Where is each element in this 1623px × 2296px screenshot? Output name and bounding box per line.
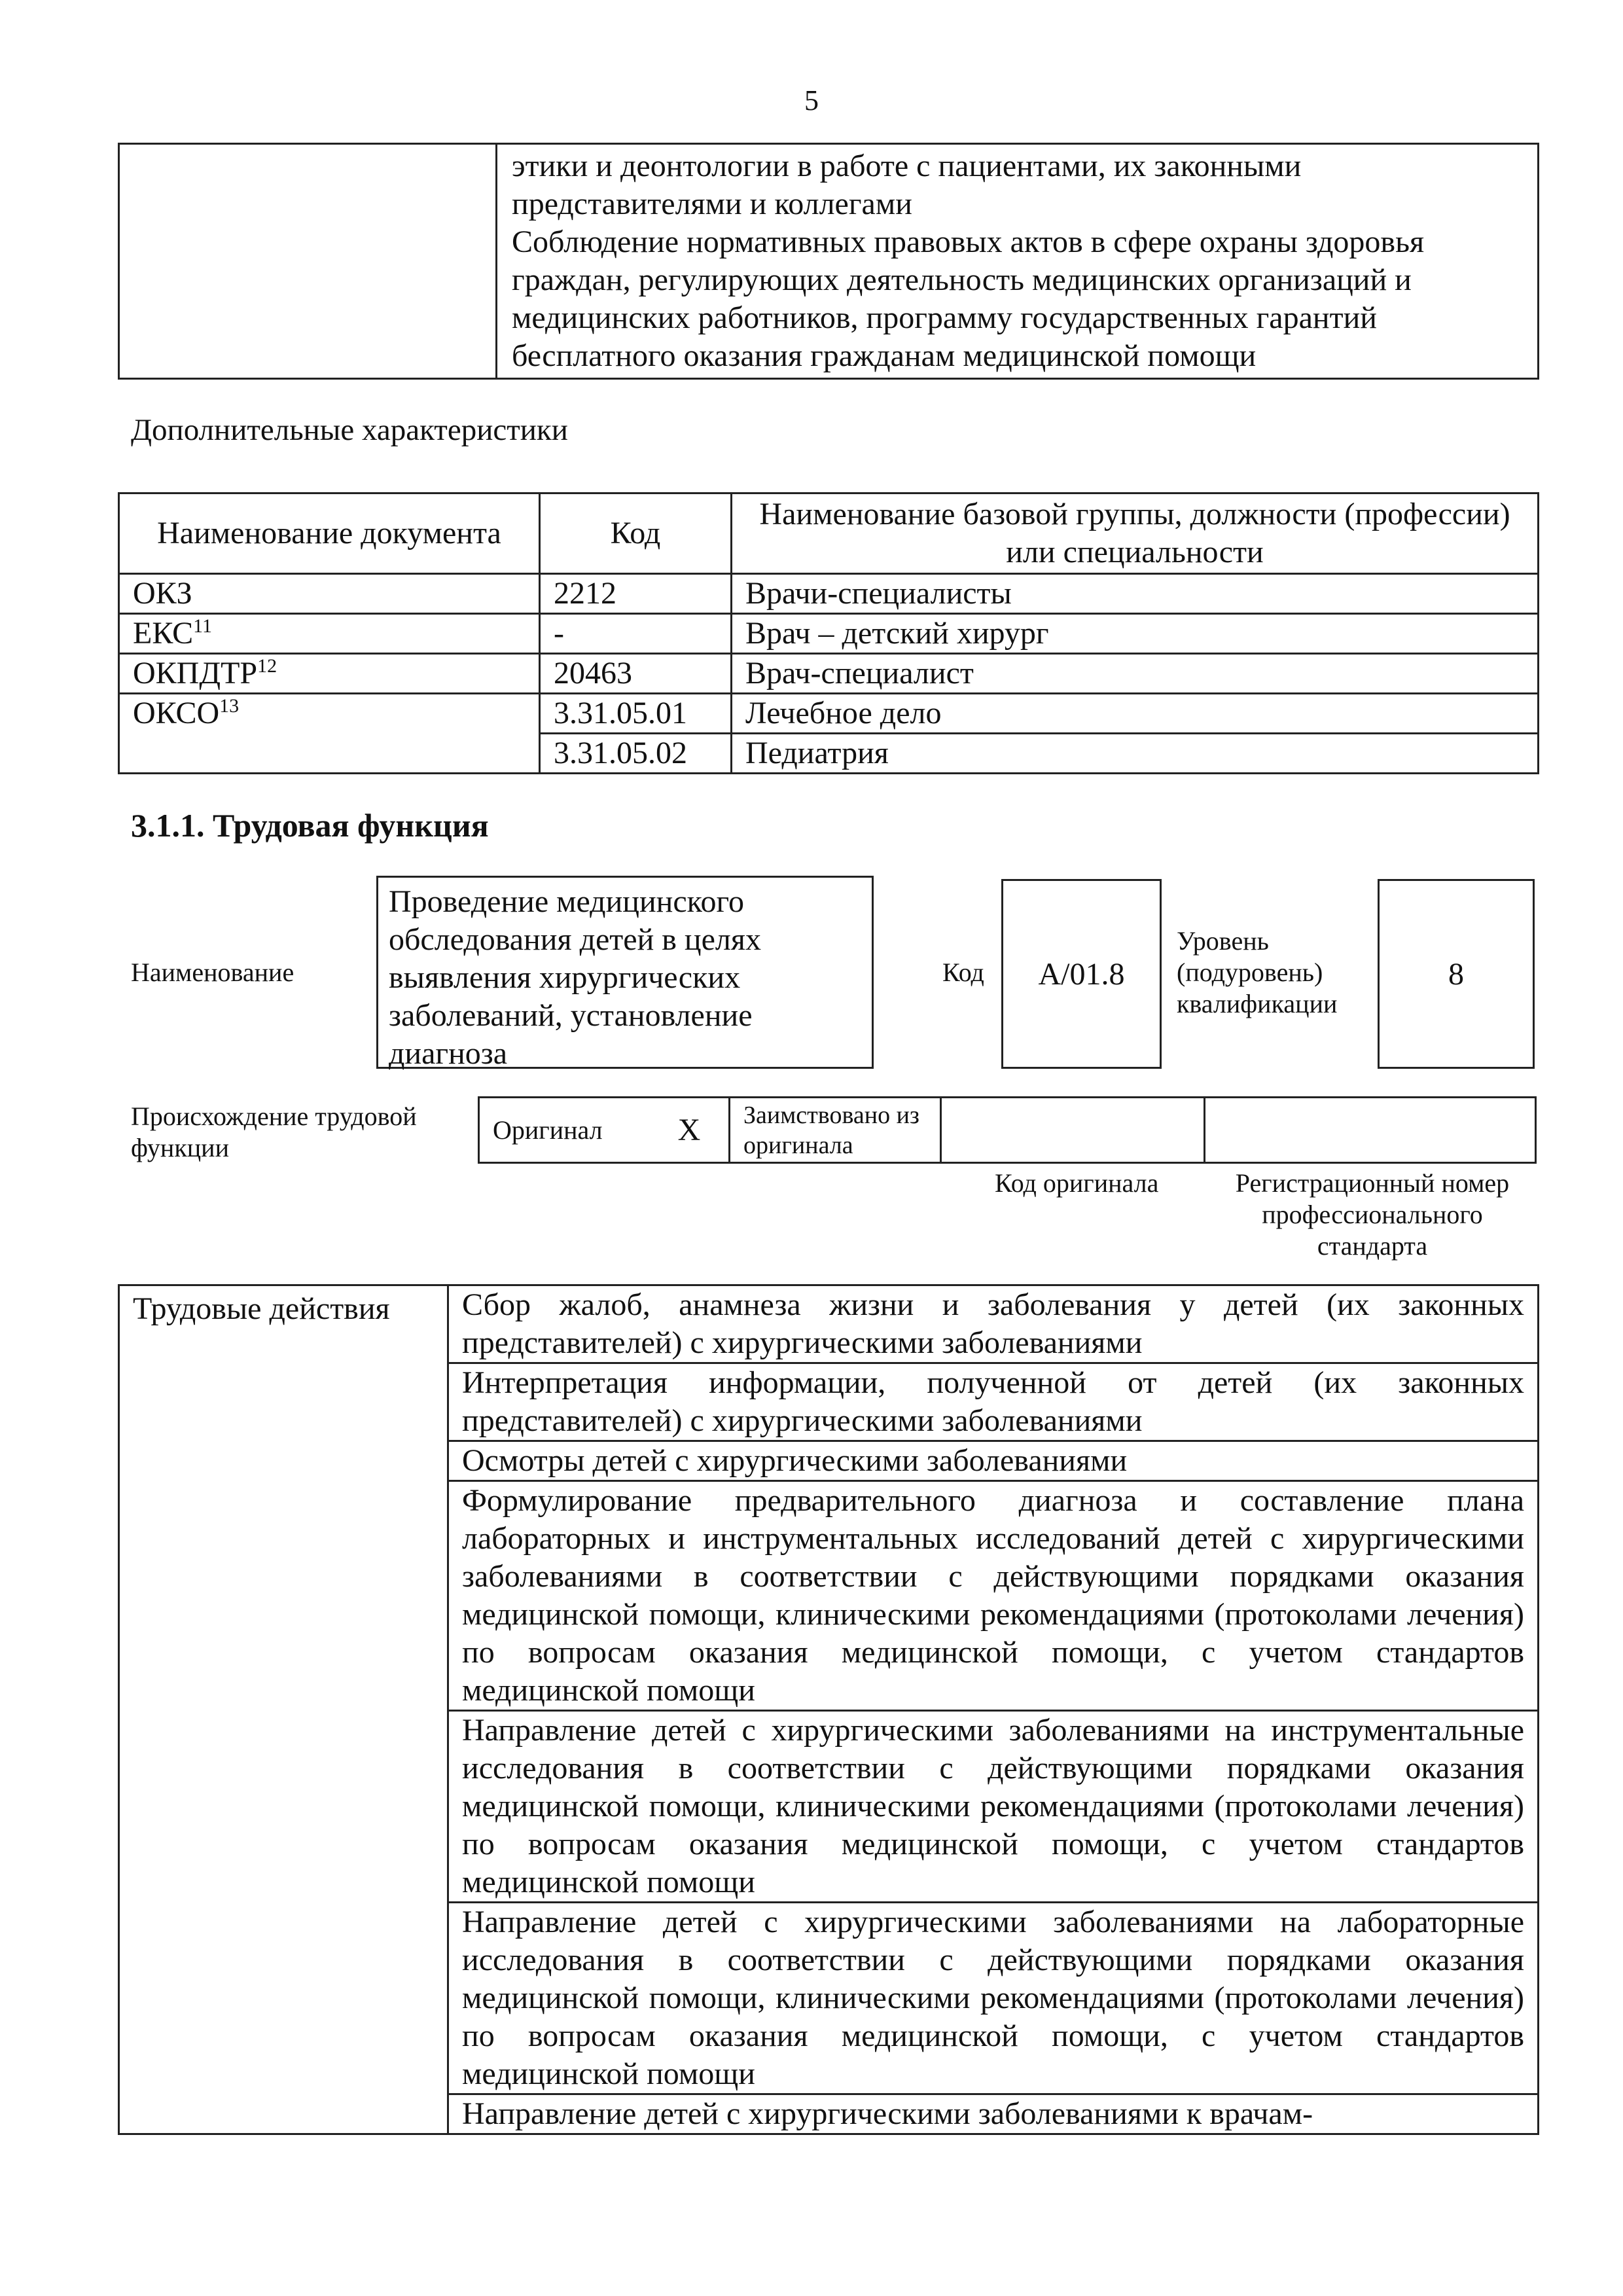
reg-number-caption: Регистрационный номер профессионального стандарта	[1235, 1168, 1510, 1261]
labor-action-item: Формулирование предварительного диагноза и составление плана лабораторных и инструментальных исследований детей с хирургическими заболеваниями в соответствии с действующими порядками оказания медицинской помощи, клиническими рекомендациями (протоколами лечения) по вопросам оказания медицинской помощи, с учетом стандартов медицинской помощи	[448, 1481, 1539, 1711]
text-line: граждан, регулирующих деятельность медицинских организаций и	[512, 262, 1412, 297]
labor-action-item: Осмотры детей с хирургическими заболеваниями	[448, 1441, 1539, 1481]
header-doc: Наименование документа	[119, 493, 540, 574]
name-cell: Лечебное дело	[732, 694, 1539, 734]
continuation-text-cell	[497, 144, 1539, 379]
table-row	[119, 654, 1539, 694]
table-row	[119, 694, 1539, 734]
code-label: Код	[942, 958, 984, 987]
table-row	[119, 574, 1539, 614]
section-title: 3.1.1. Трудовая функция	[131, 807, 489, 844]
footnote-ref: 11	[193, 615, 213, 637]
doc-cell: ЕКС$^{11}$	[119, 614, 540, 654]
labor-action-item: Направление детей с хирургическими заболеваниями к врачам-	[448, 2094, 1539, 2134]
text-line: бесплатного оказания гражданам медицинской помощи	[512, 338, 1257, 373]
labor-action-item: Направление детей с хирургическими заболеваниями на инструментальные исследования в соответствии с действующими порядками оказания медицинской помощи, клиническими рекомендациями (протоколами лечения) по вопросам оказания медицинской помощи, с учетом стандартов медицинской помощи	[448, 1711, 1539, 1903]
doc-cell: ОКПДТР$^{12}$	[119, 654, 540, 694]
header-code: Код	[540, 493, 732, 574]
labor-actions-table	[118, 1284, 1539, 2135]
code-cell: 20463	[540, 654, 732, 694]
empty-cell	[119, 144, 497, 379]
text-line: этики и деонтологии в работе с пациентами, их законными	[512, 149, 1302, 183]
text-line: медицинских работников, программу государственных гарантий	[512, 300, 1377, 335]
name-label: Наименование	[131, 958, 294, 987]
code-original-cell	[941, 1098, 1205, 1163]
name-cell: Педиатрия	[732, 734, 1539, 774]
code-cell: 3.31.05.01	[540, 694, 732, 734]
labor-action-item: Направление детей с хирургическими заболеваниями на лабораторные исследования в соответствии с действующими порядками оказания медицинской помощи, клиническими рекомендациями (протоколами лечения) по вопросам оказания медицинской помощи, с учетом стандартов медицинской помощи	[448, 1903, 1539, 2094]
code-cell: 2212	[540, 574, 732, 614]
level-box: 8	[1378, 879, 1535, 1069]
name-cell: Врач – детский хирург	[732, 614, 1539, 654]
code-original-caption: Код оригинала	[995, 1168, 1159, 1198]
table-row	[119, 614, 1539, 654]
doc-cell: ОКСО$^{13}$	[119, 694, 540, 774]
name-cell: Врачи-специалисты	[732, 574, 1539, 614]
code-cell: -	[540, 614, 732, 654]
page-number: 5	[804, 84, 819, 117]
labor-action-item: Интерпретация информации, полученной от детей (их законных представителей) с хирургическими заболеваниями	[448, 1363, 1539, 1441]
header-name: Наименование базовой группы, должности (профессии) или специальности	[732, 493, 1539, 574]
code-cell: 3.31.05.02	[540, 734, 732, 774]
doc-cell: ОКЗ	[119, 574, 540, 614]
text-line: Соблюдение нормативных правовых актов в сфере охраны здоровья	[512, 224, 1425, 259]
original-mark-cell: X	[650, 1098, 730, 1163]
labor-action-item: Сбор жалоб, анамнеза жизни и заболевания у детей (их законных представителей) с хирургическими заболеваниями	[448, 1285, 1539, 1363]
function-name-box: Проведение медицинского обследования детей в целях выявления хирургических заболеваний, установление диагноза	[376, 876, 874, 1069]
continuation-table	[118, 143, 1539, 380]
footnote-ref: 13	[219, 695, 240, 717]
additional-characteristics-table	[118, 492, 1539, 774]
labor-actions-label: Трудовые действия	[119, 1285, 448, 2134]
original-label-cell: Оригинал	[479, 1098, 651, 1163]
footnote-ref: 12	[257, 655, 277, 677]
borrowed-cell: Заимствовано из оригинала	[730, 1098, 941, 1163]
name-cell: Врач-специалист	[732, 654, 1539, 694]
level-label: Уровень (подуровень) квалификации	[1177, 926, 1338, 1018]
additional-heading: Дополнительные характеристики	[131, 413, 568, 447]
function-code-box: A/01.8	[1001, 879, 1162, 1069]
text-line: представителями и коллегами	[512, 187, 912, 221]
reg-number-cell	[1205, 1098, 1536, 1163]
origin-table	[478, 1096, 1537, 1164]
origin-label: Происхождение трудовой функции	[131, 1102, 417, 1162]
